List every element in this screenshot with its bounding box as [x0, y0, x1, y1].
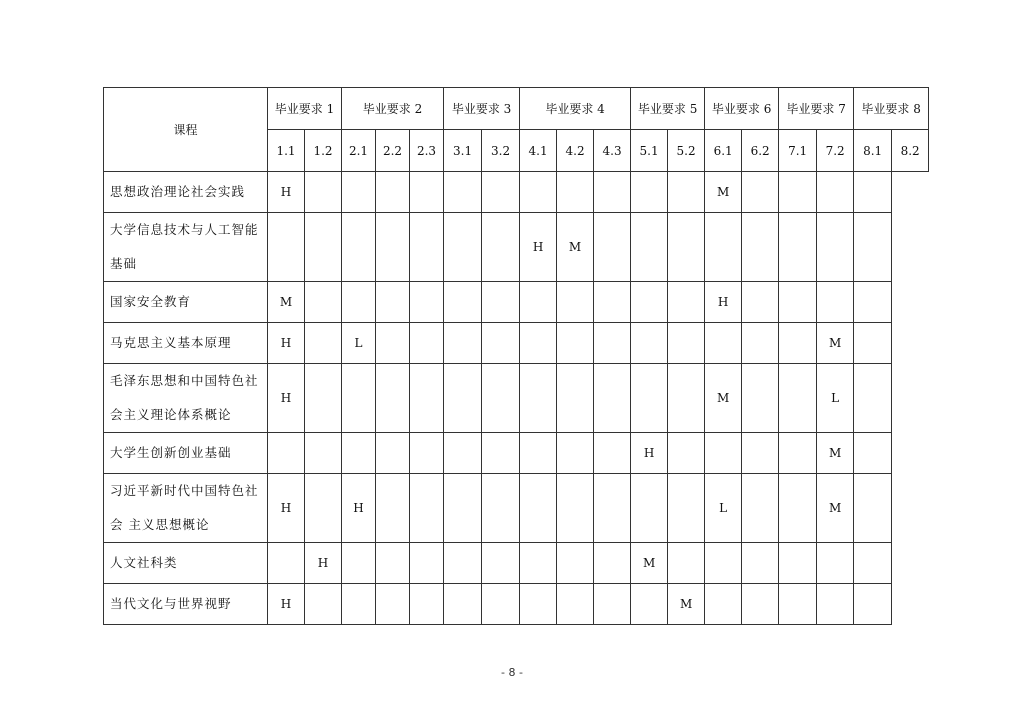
support-level-cell: H	[631, 433, 668, 474]
sub-requirement-header: 5.2	[668, 130, 705, 172]
support-level-cell	[631, 474, 668, 543]
support-level-cell	[376, 584, 410, 625]
support-level-cell	[742, 364, 779, 433]
sub-requirement-header: 7.1	[779, 130, 817, 172]
support-level-cell	[557, 323, 594, 364]
table-row	[104, 543, 929, 584]
support-level-cell	[444, 584, 482, 625]
page-number: - 8 -	[501, 666, 523, 679]
support-level-cell	[854, 433, 892, 474]
support-level-cell: H	[305, 543, 342, 584]
support-level-cell	[779, 584, 817, 625]
sub-requirement-header: 2.2	[376, 130, 410, 172]
course-name-cell: 人文社科类	[104, 543, 268, 584]
requirement-group-header: 毕业要求 4	[520, 88, 631, 130]
support-level-cell	[594, 433, 631, 474]
support-level-cell	[779, 323, 817, 364]
course-name-cell: 习近平新时代中国特色社会 主义思想概论	[104, 474, 268, 543]
support-level-cell	[410, 323, 444, 364]
support-level-cell: M	[557, 213, 594, 282]
support-level-cell: H	[520, 213, 557, 282]
support-level-cell: M	[705, 364, 742, 433]
support-level-cell	[854, 282, 892, 323]
support-level-cell	[854, 323, 892, 364]
support-level-cell	[520, 584, 557, 625]
support-level-cell	[557, 282, 594, 323]
support-level-cell: H	[268, 364, 305, 433]
support-level-cell	[482, 474, 520, 543]
support-level-cell	[557, 474, 594, 543]
support-level-cell	[742, 584, 779, 625]
support-level-cell: H	[268, 584, 305, 625]
support-level-cell	[668, 543, 705, 584]
support-level-cell	[305, 474, 342, 543]
support-level-cell	[557, 584, 594, 625]
sub-requirement-header: 6.1	[705, 130, 742, 172]
support-level-cell	[305, 213, 342, 282]
support-level-cell: H	[268, 474, 305, 543]
support-level-cell	[668, 364, 705, 433]
support-level-cell	[444, 474, 482, 543]
support-level-cell	[594, 282, 631, 323]
support-level-cell	[631, 213, 668, 282]
support-level-cell	[342, 543, 376, 584]
support-level-cell	[482, 364, 520, 433]
course-name-cell: 思想政治理论社会实践	[104, 172, 268, 213]
support-level-cell	[854, 543, 892, 584]
support-level-cell	[668, 323, 705, 364]
support-level-cell	[410, 474, 444, 543]
requirement-group-header: 毕业要求 3	[444, 88, 520, 130]
support-level-cell	[668, 213, 705, 282]
support-level-cell	[520, 323, 557, 364]
table-row	[104, 213, 929, 282]
support-level-cell	[854, 584, 892, 625]
support-level-cell	[854, 364, 892, 433]
sub-requirement-header: 3.2	[482, 130, 520, 172]
sub-requirement-header: 3.1	[444, 130, 482, 172]
support-level-cell	[444, 323, 482, 364]
sub-requirement-header: 1.1	[268, 130, 305, 172]
support-level-cell	[444, 543, 482, 584]
requirement-group-header: 毕业要求 5	[631, 88, 705, 130]
support-level-cell	[594, 213, 631, 282]
support-level-cell	[668, 172, 705, 213]
support-level-cell	[482, 213, 520, 282]
sub-requirement-header: 1.2	[305, 130, 342, 172]
support-level-cell	[342, 172, 376, 213]
sub-requirement-header: 8.2	[892, 130, 929, 172]
course-name-cell: 国家安全教育	[104, 282, 268, 323]
sub-requirement-header: 8.1	[854, 130, 892, 172]
support-level-cell: M	[631, 543, 668, 584]
support-level-cell	[779, 282, 817, 323]
support-level-cell	[779, 213, 817, 282]
support-level-cell	[376, 474, 410, 543]
support-level-cell	[520, 364, 557, 433]
support-level-cell	[305, 433, 342, 474]
support-level-cell	[268, 433, 305, 474]
support-level-cell: M	[268, 282, 305, 323]
support-level-cell	[594, 474, 631, 543]
support-level-cell	[482, 543, 520, 584]
support-level-cell	[376, 282, 410, 323]
support-level-cell	[854, 213, 892, 282]
support-level-cell	[742, 543, 779, 584]
support-level-cell	[742, 323, 779, 364]
support-level-cell	[631, 172, 668, 213]
support-level-cell: H	[268, 172, 305, 213]
support-level-cell	[305, 584, 342, 625]
support-level-cell	[305, 282, 342, 323]
support-level-cell	[520, 474, 557, 543]
support-level-cell	[410, 282, 444, 323]
support-level-cell	[410, 364, 444, 433]
support-level-cell	[482, 282, 520, 323]
support-level-cell	[557, 433, 594, 474]
support-level-cell	[854, 172, 892, 213]
support-level-cell	[444, 172, 482, 213]
requirement-group-header: 毕业要求 8	[854, 88, 929, 130]
sub-requirement-header: 4.3	[594, 130, 631, 172]
support-level-cell: H	[342, 474, 376, 543]
support-level-cell	[557, 364, 594, 433]
support-level-cell	[444, 282, 482, 323]
support-level-cell	[410, 543, 444, 584]
support-level-cell	[779, 474, 817, 543]
support-level-cell	[705, 543, 742, 584]
support-level-cell: H	[705, 282, 742, 323]
requirements-matrix-table	[103, 87, 929, 625]
support-level-cell	[376, 213, 410, 282]
course-name-cell: 大学生创新创业基础	[104, 433, 268, 474]
support-level-cell	[817, 584, 854, 625]
support-level-cell	[410, 172, 444, 213]
support-level-cell: L	[342, 323, 376, 364]
support-level-cell	[594, 172, 631, 213]
support-level-cell	[817, 543, 854, 584]
table-row	[104, 433, 929, 474]
support-level-cell	[594, 584, 631, 625]
support-level-cell	[779, 433, 817, 474]
support-level-cell	[705, 433, 742, 474]
support-level-cell	[668, 282, 705, 323]
support-level-cell	[520, 433, 557, 474]
support-level-cell: M	[705, 172, 742, 213]
support-level-cell	[444, 364, 482, 433]
support-level-cell	[594, 323, 631, 364]
course-name-cell: 毛泽东思想和中国特色社会主义理论体系概论	[104, 364, 268, 433]
support-level-cell	[742, 213, 779, 282]
support-level-cell	[668, 474, 705, 543]
support-level-cell	[376, 172, 410, 213]
course-name-cell: 马克思主义基本原理	[104, 323, 268, 364]
support-level-cell	[631, 282, 668, 323]
support-level-cell: H	[268, 323, 305, 364]
support-level-cell	[520, 172, 557, 213]
support-level-cell	[631, 323, 668, 364]
support-level-cell	[742, 474, 779, 543]
course-name-cell: 大学信息技术与人工智能基础	[104, 213, 268, 282]
support-level-cell	[779, 172, 817, 213]
support-level-cell	[268, 543, 305, 584]
support-level-cell	[742, 172, 779, 213]
course-name-cell: 当代文化与世界视野	[104, 584, 268, 625]
support-level-cell	[305, 364, 342, 433]
support-level-cell	[779, 364, 817, 433]
support-level-cell	[520, 543, 557, 584]
support-level-cell	[342, 584, 376, 625]
support-level-cell	[410, 213, 444, 282]
requirement-group-header: 毕业要求 1	[268, 88, 342, 130]
sub-requirement-header: 2.3	[410, 130, 444, 172]
support-level-cell: M	[817, 433, 854, 474]
support-level-cell	[817, 172, 854, 213]
support-level-cell	[376, 433, 410, 474]
table-row	[104, 172, 929, 213]
support-level-cell	[342, 213, 376, 282]
support-level-cell: M	[817, 474, 854, 543]
support-level-cell	[376, 543, 410, 584]
sub-requirement-header: 7.2	[817, 130, 854, 172]
support-level-cell	[817, 282, 854, 323]
support-level-cell	[705, 213, 742, 282]
support-level-cell	[742, 282, 779, 323]
support-level-cell: M	[668, 584, 705, 625]
support-level-cell	[444, 213, 482, 282]
support-level-cell	[268, 213, 305, 282]
support-level-cell	[482, 323, 520, 364]
support-level-cell	[668, 433, 705, 474]
support-level-cell	[305, 172, 342, 213]
table-row	[104, 323, 929, 364]
support-level-cell	[631, 364, 668, 433]
support-level-cell	[779, 543, 817, 584]
support-level-cell	[482, 584, 520, 625]
support-level-cell	[342, 282, 376, 323]
course-column-header: 课程	[104, 88, 268, 172]
sub-requirement-header: 2.1	[342, 130, 376, 172]
support-level-cell	[594, 364, 631, 433]
support-level-cell	[444, 433, 482, 474]
support-level-cell	[705, 584, 742, 625]
sub-requirement-header: 4.2	[557, 130, 594, 172]
support-level-cell	[305, 323, 342, 364]
support-level-cell	[817, 213, 854, 282]
support-level-cell	[482, 433, 520, 474]
requirement-group-header: 毕业要求 7	[779, 88, 854, 130]
support-level-cell	[482, 172, 520, 213]
support-level-cell	[594, 543, 631, 584]
requirement-group-header: 毕业要求 2	[342, 88, 444, 130]
table-row	[104, 584, 929, 625]
sub-requirement-header: 4.1	[520, 130, 557, 172]
support-level-cell	[342, 364, 376, 433]
sub-requirement-header: 6.2	[742, 130, 779, 172]
support-level-cell	[742, 433, 779, 474]
support-level-cell	[342, 433, 376, 474]
table-row	[104, 282, 929, 323]
table-row	[104, 364, 929, 433]
requirement-group-header: 毕业要求 6	[705, 88, 779, 130]
support-level-cell	[854, 474, 892, 543]
support-level-cell	[520, 282, 557, 323]
support-level-cell: M	[817, 323, 854, 364]
support-level-cell	[557, 172, 594, 213]
support-level-cell	[631, 584, 668, 625]
support-level-cell: L	[705, 474, 742, 543]
support-level-cell	[557, 543, 594, 584]
support-level-cell	[410, 433, 444, 474]
support-level-cell	[705, 323, 742, 364]
support-level-cell	[410, 584, 444, 625]
support-level-cell	[376, 364, 410, 433]
support-level-cell	[376, 323, 410, 364]
sub-requirement-header: 5.1	[631, 130, 668, 172]
table-row	[104, 474, 929, 543]
support-level-cell: L	[817, 364, 854, 433]
